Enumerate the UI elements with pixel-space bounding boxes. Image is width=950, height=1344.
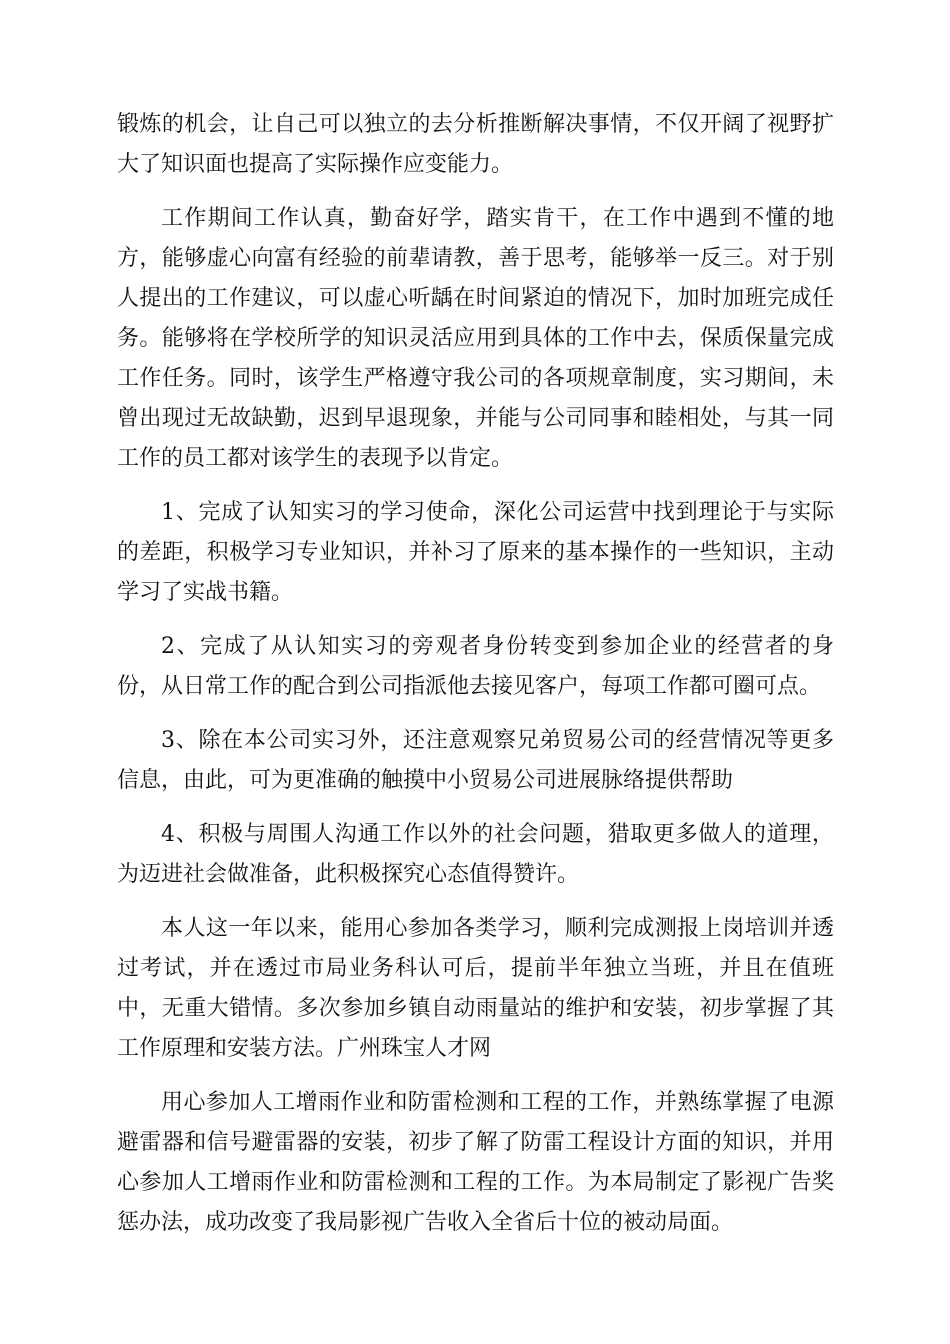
paragraph-work-attitude: 工作期间工作认真，勤奋好学，踏实肯干，在工作中遇到不懂的地方，能够虚心向富有经验的前辈请教，善于思考，能够举一反三。对于别人提出的工作建议，可以虚心听龋在时间紧迫的情况下，加时加班完成任务。能够将在学校所学的知识灵活应用到具体的工作中去，保质保量完成工作任务。同时，该学生严格遵守我公司的各项规章制度，实习期间，未曾出现过无故缺勤，迟到早退现象，并能与公司同事和睦相处，与其一同工作的员工都对该学生的表现予以肯定。 bbox=[117, 206, 834, 471]
paragraph-item-4: 4、积极与周围人沟通工作以外的社会问题，猎取更多做人的道理，为迈进社会做准备，此积极探究心态值得赞许。 bbox=[117, 822, 834, 887]
paragraph-lightning-protection: 用心参加人工增雨作业和防雷检测和工程的工作，并熟练掌握了电源避雷器和信号避雷器的安装，初步了解了防雷工程设计方面的知识，并用心参加人工增雨作业和防雷检测和工程的工作。为本局制定了影视广告奖惩办法，成功改变了我局影视广告收入全省后十位的被动局面。 bbox=[117, 1090, 834, 1235]
paragraph-item-3: 3、除在本公司实习外，还注意观察兄弟贸易公司的经营情况等更多信息，由此，可为更准确的触摸中小贸易公司进展脉络提供帮助 bbox=[117, 728, 834, 793]
paragraph-annual-summary: 本人这一年以来，能用心参加各类学习，顺利完成测报上岗培训并透过考试，并在透过市局业务科认可后，提前半年独立当班，并且在值班中，无重大错情。多次参加乡镇自动雨量站的维护和安装，初步掌握了其工作原理和安装方法。广州珠宝人才网 bbox=[117, 916, 834, 1061]
document-body bbox=[117, 105, 834, 1257]
paragraph-continuation: 锻炼的机会，让自己可以独立的去分析推断解决事情，不仅开阔了视野扩大了知识面也提高了实际操作应变能力。 bbox=[117, 112, 834, 177]
paragraph-item-1: 1、完成了认知实习的学习使命，深化公司运营中找到理论于与实际的差距，积极学习专业知识，并补习了原来的基本操作的一些知识，主动学习了实战书籍。 bbox=[117, 500, 834, 605]
paragraph-item-2: 2、完成了从认知实习的旁观者身份转变到参加企业的经营者的身份，从日常工作的配合到公司指派他去接见客户，每项工作都可圈可点。 bbox=[117, 634, 834, 699]
